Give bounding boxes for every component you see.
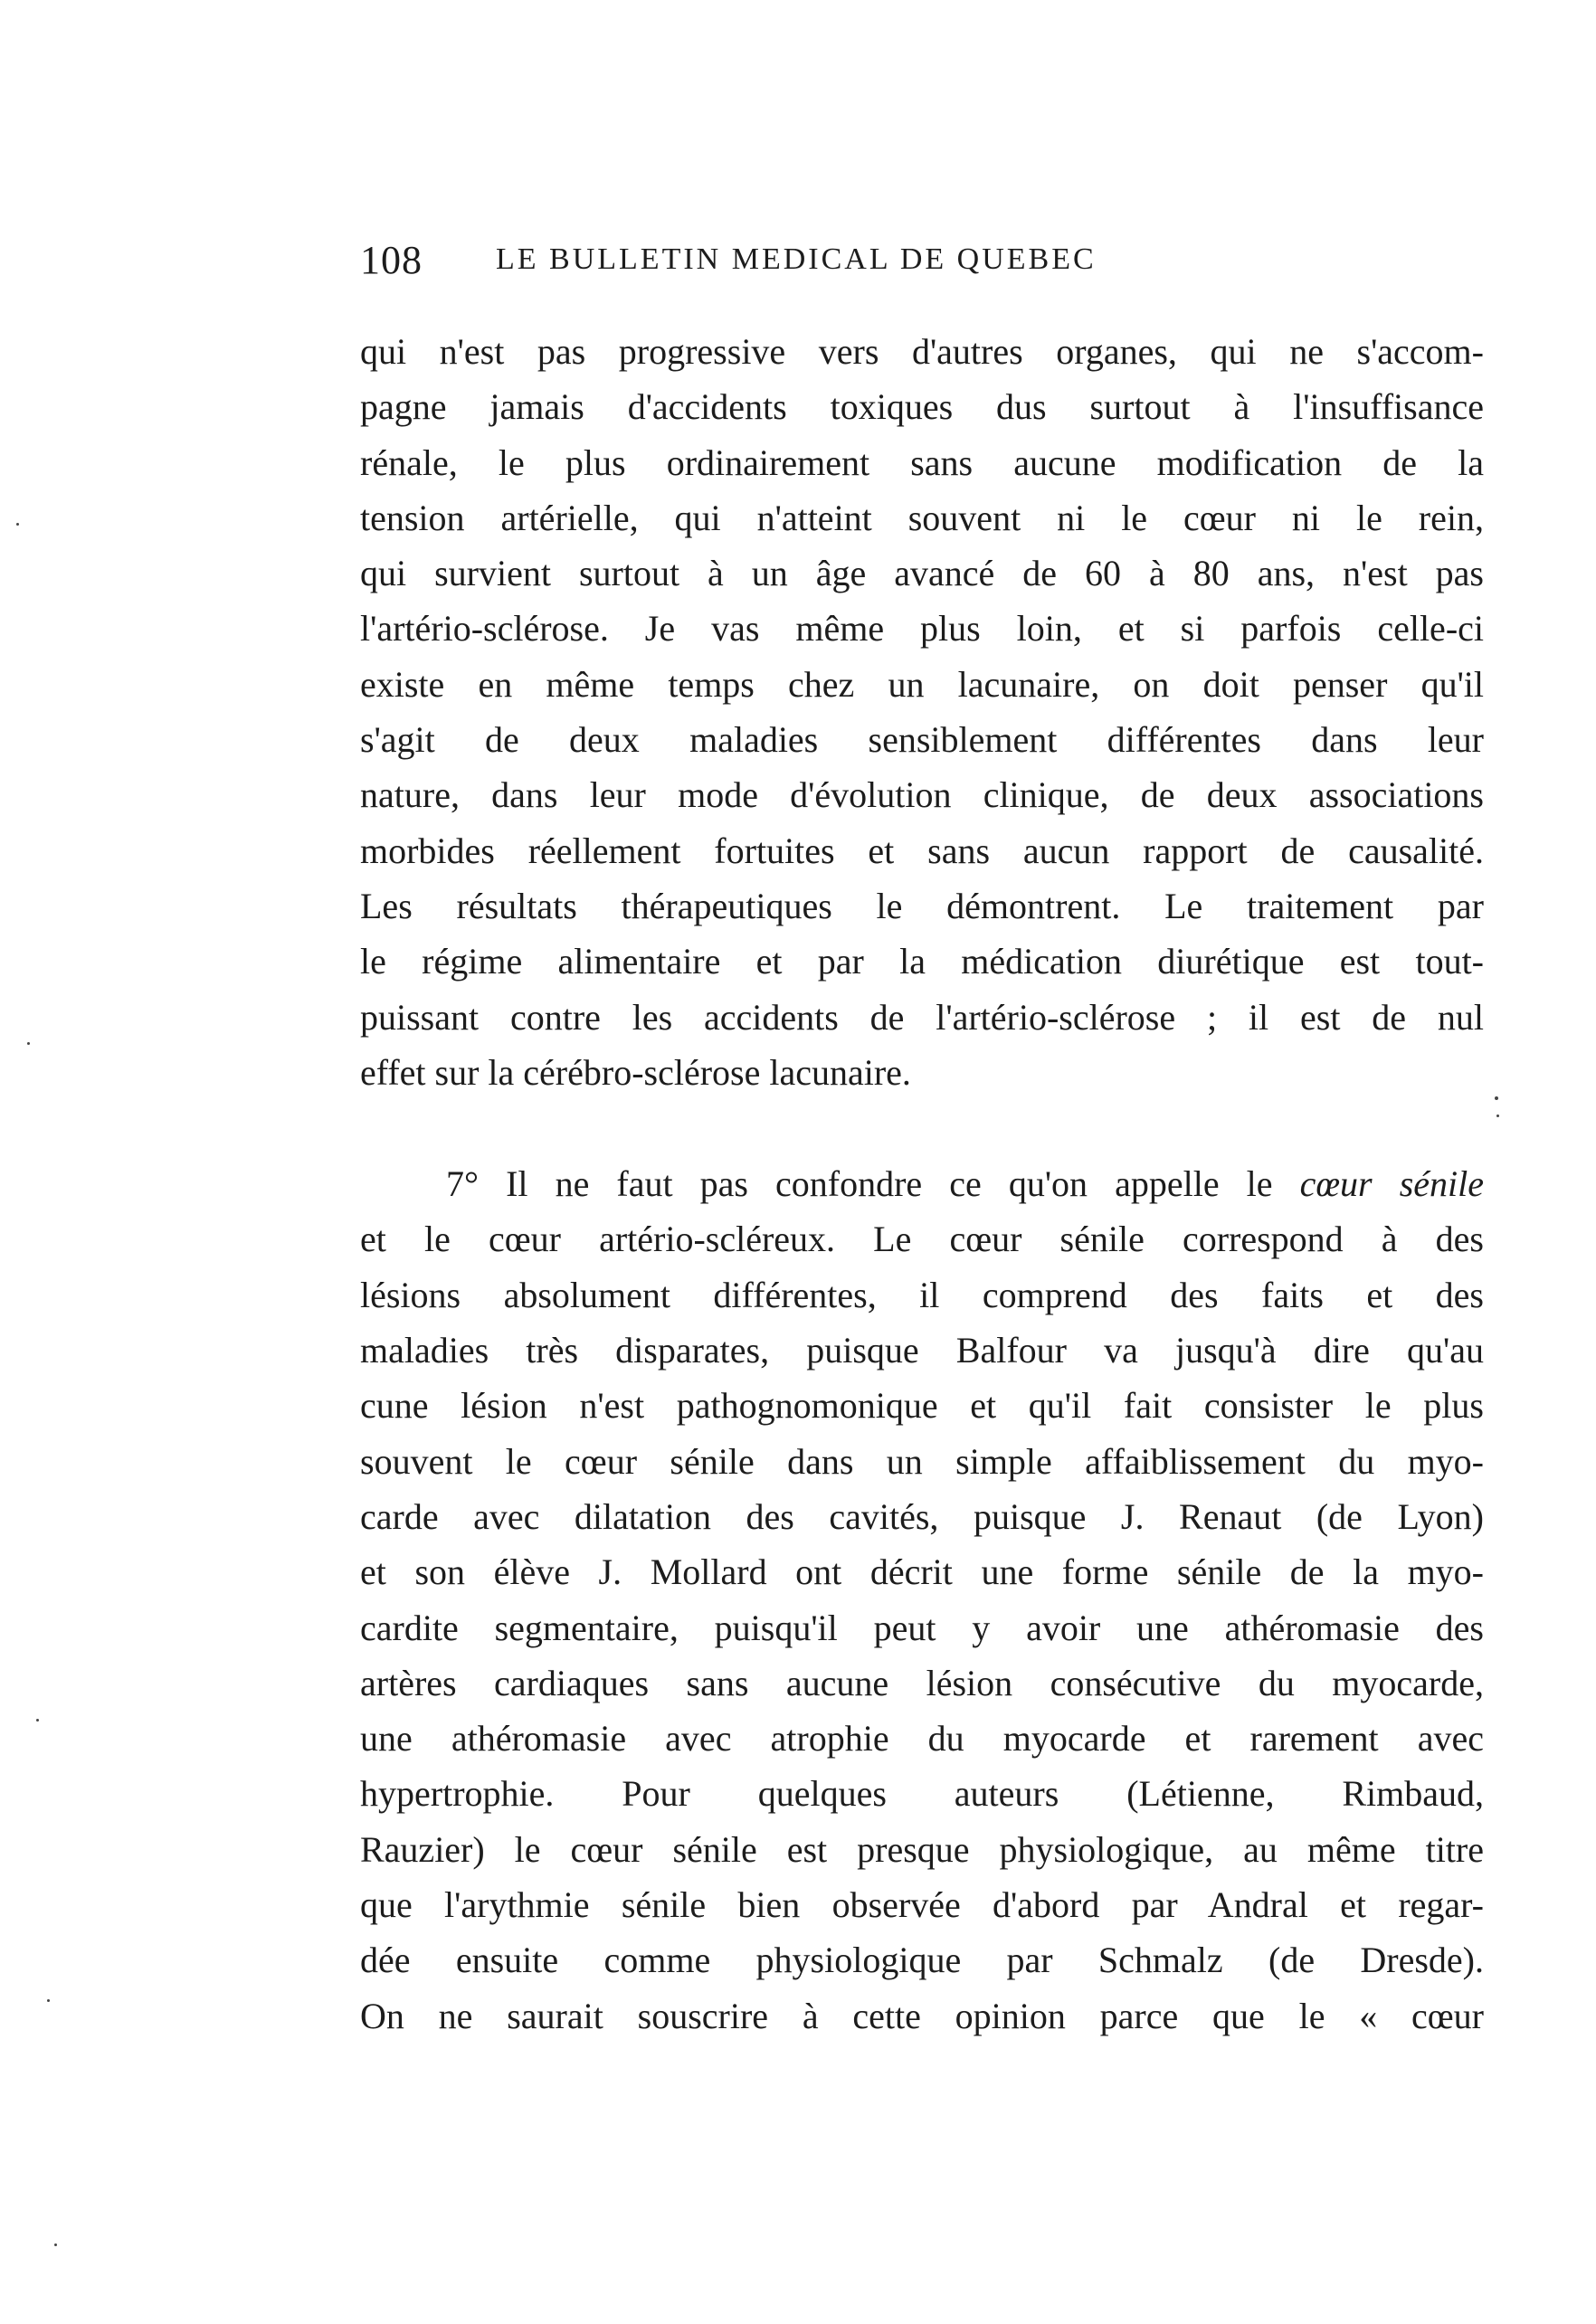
running-head [360, 237, 1236, 291]
text-line: Les résultats thérapeutiques le démontrent. Le traitement par [360, 885, 1484, 926]
body-text [360, 324, 1484, 2044]
text-line: tension artérielle, qui n'atteint souvent ni le cœur ni le rein, [360, 497, 1484, 538]
text-line: On ne saurait souscrire à cette opinion parce que le « cœur [360, 1995, 1484, 2036]
text-line: pagne jamais d'accidents toxiques dus surtout à l'insuffisance [360, 386, 1484, 428]
paragraph-2 [360, 1156, 1484, 2044]
scan-speck [1496, 1115, 1499, 1117]
text-line: dée ensuite comme physiologique par Schmalz (de Dresde). [360, 1940, 1484, 1981]
text-line: s'agit de deux maladies sensiblement différentes dans leur [360, 719, 1484, 761]
paragraph-1 [360, 324, 1484, 1100]
journal-title: LE BULLETIN MEDICAL DE QUEBEC [496, 242, 1097, 276]
text-line: artères cardiaques sans aucune lésion consécutive du myocarde, [360, 1662, 1484, 1703]
scan-speck [27, 1042, 30, 1045]
text-line: carde avec dilatation des cavités, puisque J. Renaut (de Lyon) [360, 1495, 1484, 1537]
scan-speck [54, 2243, 57, 2246]
scan-speck [16, 523, 19, 526]
text-line: qui survient surtout à un âge avancé de 60 à 80 ans, n'est pas [360, 553, 1484, 594]
text-line: effet sur la cérébro-sclérose lacunaire. [360, 1051, 911, 1093]
text-line: le régime alimentaire et par la médication diurétique est tout- [360, 941, 1484, 982]
text-line: souvent le cœur sénile dans un simple affaiblissement du myo- [360, 1440, 1484, 1482]
text-line: une athéromasie avec atrophie du myocarde et rarement avec [360, 1718, 1484, 1760]
page-number: 108 [360, 238, 423, 282]
text-line: existe en même temps chez un lacunaire, on doit penser qu'il [360, 663, 1484, 705]
paragraph-gap [360, 1100, 1484, 1156]
text-line: cune lésion n'est pathognomonique et qu'il fait consister le plus [360, 1385, 1484, 1427]
text-line: morbides réellement fortuites et sans aucun rapport de causalité. [360, 830, 1484, 871]
text-line: et le cœur artério-scléreux. Le cœur sénile correspond à des [360, 1219, 1484, 1260]
text-line: maladies très disparates, puisque Balfour va jusqu'à dire qu'au [360, 1330, 1484, 1371]
text-line: nature, dans leur mode d'évolution clinique, de deux associations [360, 774, 1484, 816]
text-line: que l'arythmie sénile bien observée d'abord par Andral et regar- [360, 1884, 1484, 1926]
text-line: hypertrophie. Pour quelques auteurs (Létienne, Rimbaud, [360, 1773, 1484, 1815]
text-line: rénale, le plus ordinairement sans aucune modification de la [360, 441, 1484, 483]
italic-term: cœur sénile [1299, 1163, 1484, 1205]
scan-speck [36, 1719, 39, 1722]
text-line: l'artério-sclérose. Je vas même plus loin, et si parfois celle-ci [360, 608, 1484, 650]
text-line: Rauzier) le cœur sénile est presque physiologique, au même titre [360, 1828, 1484, 1870]
text-line: cardite segmentaire, puisqu'il peut y avoir une athéromasie des [360, 1607, 1484, 1648]
text-line: et son élève J. Mollard ont décrit une forme sénile de la myo- [360, 1551, 1484, 1593]
scan-speck [1495, 1096, 1498, 1100]
first-line-lead: 7° Il ne faut pas confondre ce qu'on appelle le [446, 1163, 1273, 1205]
text-line-first [360, 1156, 1484, 1211]
text-line: qui n'est pas progressive vers d'autres organes, qui ne s'accom- [360, 331, 1484, 372]
scan-speck [47, 1999, 50, 2002]
text-line: puissant contre les accidents de l'artério-sclérose ; il est de nul [360, 996, 1484, 1038]
text-line: lésions absolument différentes, il comprend des faits et des [360, 1274, 1484, 1315]
